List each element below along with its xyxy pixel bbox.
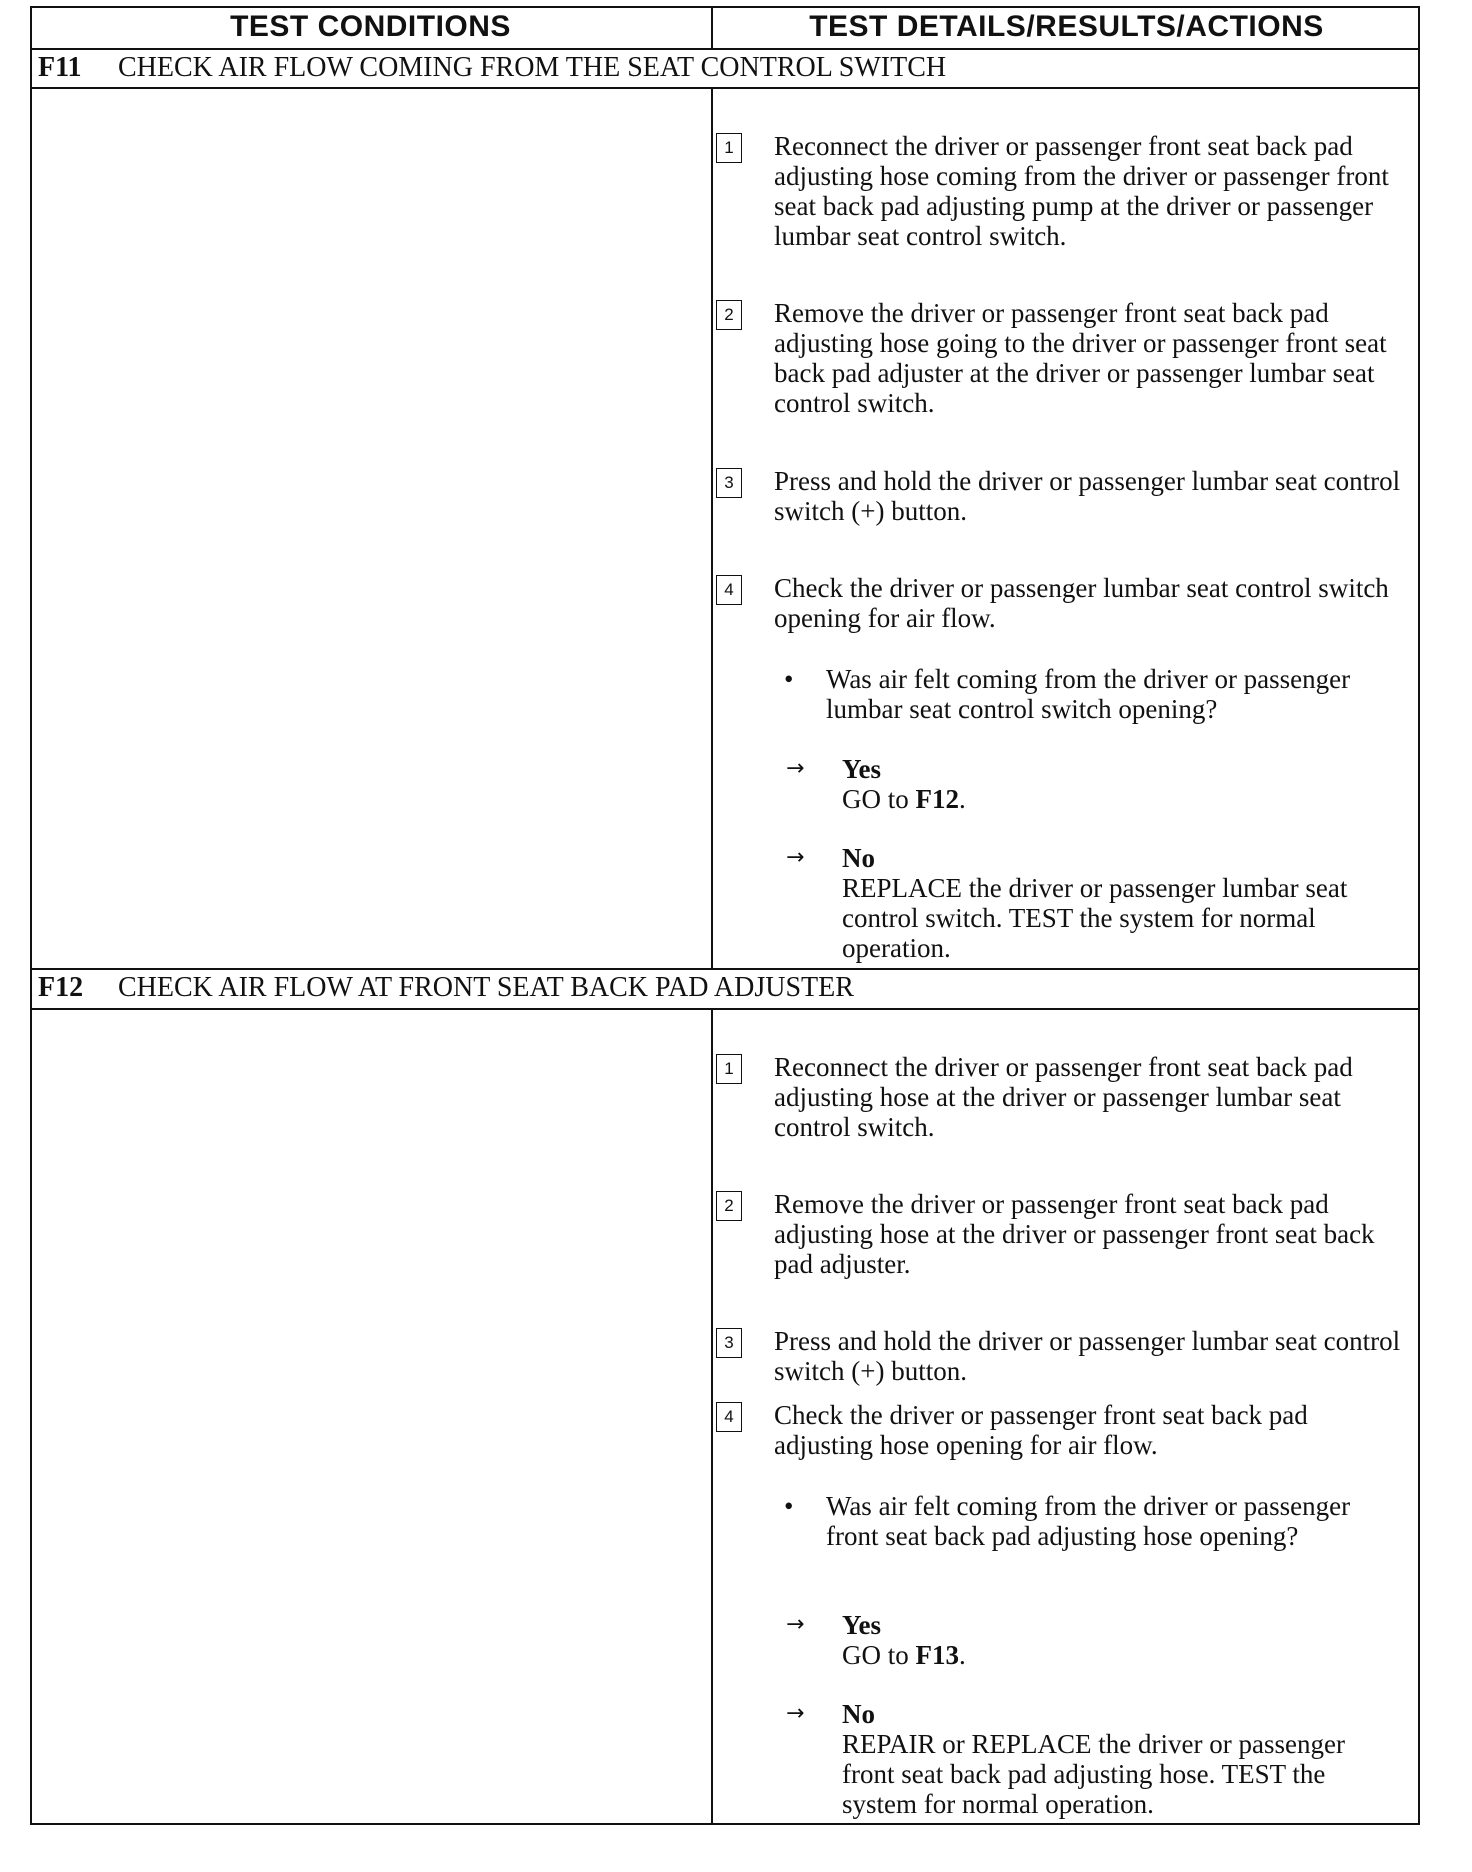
header-test-conditions: TEST CONDITIONS (230, 10, 511, 43)
section-title: CHECK AIR FLOW COMING FROM THE SEAT CONTROL SWITCH (118, 52, 947, 83)
action-suffix: . (959, 1640, 966, 1670)
action-suffix: . (959, 784, 966, 814)
action-ref: F12 (915, 784, 959, 814)
step-text: Remove the driver or passenger front seat back pad adjusting hose going to the driver or passenger front seat back pad adjuster at the driver or passenger lumbar seat control switch. (774, 298, 1387, 418)
column-divider-f12 (711, 1009, 713, 1825)
result-action: REPAIR or REPLACE the driver or passenger front seat back pad adjusting hose. TEST the system for normal operation. (842, 1729, 1345, 1819)
question-text: Was air felt coming from the driver or passenger front seat back pad adjusting hose opening? (826, 1491, 1351, 1551)
result-action (842, 1640, 1402, 1670)
question-text: Was air felt coming from the driver or passenger lumbar seat control switch opening? (826, 664, 1351, 724)
step-number-box: 3 (716, 1328, 742, 1358)
result-action: REPLACE the driver or passenger lumbar seat control switch. TEST the system for normal operation. (842, 873, 1348, 963)
rule-f12-title (30, 1008, 1420, 1010)
step-text: Press and hold the driver or passenger lumbar seat control switch (+) button. (774, 1326, 1401, 1386)
arrow-right-icon: → (786, 756, 805, 781)
step-text: Press and hold the driver or passenger lumbar seat control switch (+) button. (774, 466, 1401, 526)
step-number-box: 1 (716, 133, 742, 163)
section-id: F12 (38, 972, 84, 1003)
section-header-f11 (38, 48, 946, 88)
header-test-details: TEST DETAILS/RESULTS/ACTIONS (809, 10, 1324, 43)
step-number-box: 2 (716, 1191, 742, 1221)
section-header-f12 (38, 968, 854, 1008)
result-action (842, 784, 1402, 814)
step-text: Reconnect the driver or passenger front seat back pad adjusting hose coming from the driver or passenger front seat back pad adjusting pump at the driver or passenger lumbar seat control switch. (774, 131, 1389, 251)
arrow-right-icon: → (786, 1701, 805, 1726)
column-divider-f11 (711, 88, 713, 969)
step-text: Check the driver or passenger front seat back pad adjusting hose opening for air flow. (774, 1400, 1308, 1460)
step-text: Remove the driver or passenger front seat back pad adjusting hose at the driver or passenger front seat back pad adjuster. (774, 1189, 1375, 1279)
arrow-right-icon: → (786, 1612, 805, 1637)
result-label: No (842, 843, 875, 873)
step-number-box: 3 (716, 468, 742, 498)
action-text: GO to (842, 784, 916, 814)
bullet-icon: • (784, 1491, 794, 1521)
step-number-box: 2 (716, 300, 742, 330)
step-text: Reconnect the driver or passenger front seat back pad adjusting hose at the driver or passenger lumbar seat control switch. (774, 1052, 1353, 1142)
step-number-box: 4 (716, 575, 742, 605)
result-label: Yes (842, 754, 881, 784)
step-number-box: 1 (716, 1054, 742, 1084)
action-text: GO to (842, 1640, 916, 1670)
action-ref: F13 (915, 1640, 959, 1670)
arrow-right-icon: → (786, 845, 805, 870)
bullet-icon: • (784, 664, 794, 694)
section-id: F11 (38, 52, 82, 83)
result-label: Yes (842, 1610, 881, 1640)
result-label: No (842, 1699, 875, 1729)
section-title: CHECK AIR FLOW AT FRONT SEAT BACK PAD ADJUSTER (118, 972, 854, 1003)
step-text: Check the driver or passenger lumbar seat control switch opening for air flow. (774, 573, 1389, 633)
step-number-box: 4 (716, 1402, 742, 1432)
